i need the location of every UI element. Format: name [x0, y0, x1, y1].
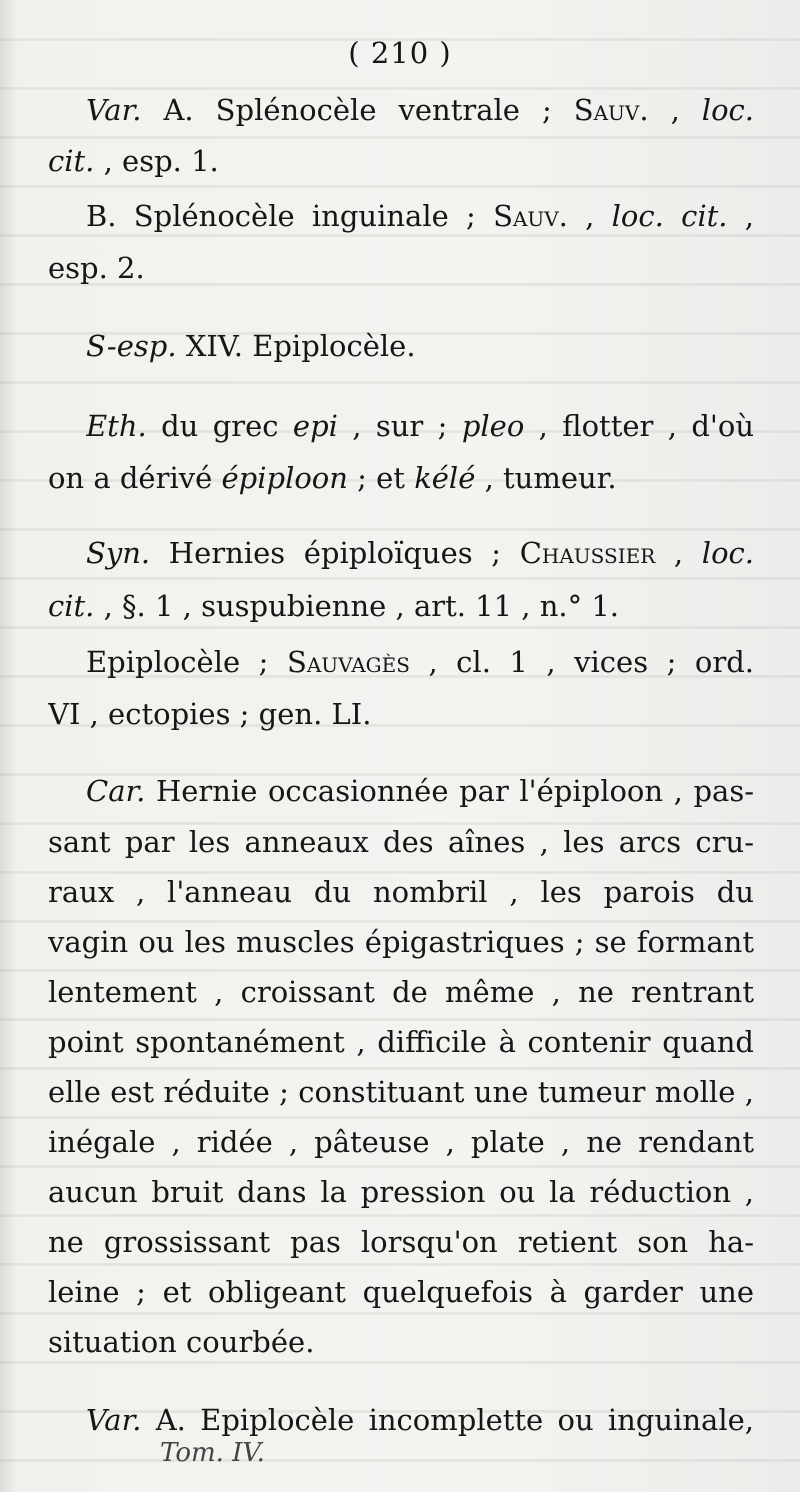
- characters-line6: point spontanément , difficile à contenir quand: [48, 1025, 754, 1059]
- sub-species-heading: S-esp. XIV. Epiplocèle.: [86, 329, 416, 363]
- characters-line7: elle est réduite ; constituant une tumeur molle ,: [48, 1075, 754, 1109]
- characters-line2: sant par les anneaux des aînes , les arcs cru-: [48, 825, 754, 859]
- page-number: ( 210 ): [348, 36, 452, 70]
- characters-line5: lentement , croissant de même , ne rentrant: [48, 975, 754, 1009]
- characters-line12: situation courbée.: [48, 1325, 315, 1359]
- var-a-spleno-line1: Var. A. Splénocèle ventrale ; Sauv. , loc.: [86, 93, 754, 127]
- signature-mark: Tom. IV.: [160, 1438, 265, 1468]
- characters-line3: raux , l'anneau du nombril , les parois du: [48, 875, 754, 909]
- var-b-spleno-line2: esp. 2.: [48, 251, 145, 285]
- var-b-spleno-line1: B. Splénocèle inguinale ; Sauv. , loc. cit. ,: [86, 199, 754, 233]
- etymology-line1: Eth. du grec epi , sur ; pleo , flotter , d'où: [86, 409, 754, 443]
- synonymy-line1: Syn. Hernies épiploïques ; Chaussier , loc.: [86, 536, 754, 570]
- var-a-epiplo-line1: Var. A. Epiplocèle incomplette ou inguinale,: [86, 1403, 754, 1437]
- synonymy-line2: cit. , §. 1 , suspubienne , art. 11 , n.° 1.: [48, 589, 620, 623]
- characters-line11: leine ; et obligeant quelquefois à garder une: [48, 1275, 754, 1309]
- synonymy-line3: Epiplocèle ; Sauvagès , cl. 1 , vices ; ord.: [86, 645, 754, 679]
- characters-line1: Car. Hernie occasionnée par l'épiploon , pas-: [86, 774, 754, 808]
- characters-line10: ne grossissant pas lorsqu'on retient son ha-: [48, 1225, 754, 1259]
- characters-line9: aucun bruit dans la pression ou la réduction ,: [48, 1175, 754, 1209]
- characters-line8: inégale , ridée , pâteuse , plate , ne rendant: [48, 1125, 754, 1159]
- etymology-line2: on a dérivé épiploon ; et kélé , tumeur.: [48, 461, 617, 495]
- characters-line4: vagin ou les muscles épigastriques ; se formant: [48, 925, 754, 959]
- var-a-spleno-line2: cit. , esp. 1.: [48, 144, 219, 178]
- synonymy-line4: VI , ectopies ; gen. LI.: [48, 697, 372, 731]
